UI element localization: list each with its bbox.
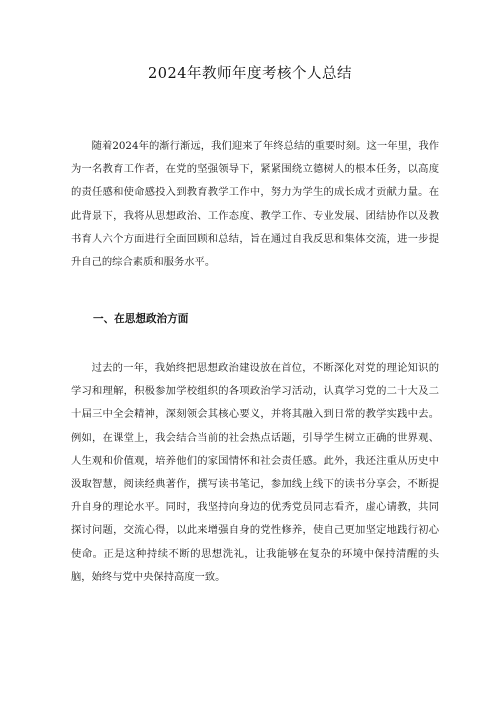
document-title: 2024年教师年度考核个人总结 — [148, 66, 352, 82]
section-heading: 一、在思想政治方面 — [93, 313, 189, 325]
intro-paragraph: 随着2024年的渐行渐远，我们迎来了年终总结的重要时刻。这一年里，我作为一名教育工作者，在党的坚强领导下，紧紧围绕立德树人的根本任务，以高度的责任感和使命感投入到教育教学工作中，努力为学生的成长成才贡献力量。在此背景下，我将从思想政治、工作态度、教学工作、专业发展、团结协作以及教书育人六个方面进行全面回顾和总结，旨在通过自我反思和集体交流，进一步提升自己的综合素质和服务水平。 — [71, 140, 439, 269]
section-body-paragraph: 过去的一年，我始终把思想政治建设放在首位，不断深化对党的理论知识的学习和理解，积极参加学校组织的各项政治学习活动，认真学习党的二十大及二十届三中全会精神，深刻领会其核心要义，并将其融入到日常的教学实践中去。例如，在课堂上，我会结合当前的社会热点话题，引导学生树立正确的世界观、人生观和价值观，培养他们的家国情怀和社会责任感。此外，我还注重从历史中汲取智慧，阅读经典著作，撰写读书笔记，参加线上线下的读书分享会，不断提升自身的理论水平。同时，我坚持向身边的优秀党员同志看齐，虚心请教，共同探讨问题，交流心得，以此来增强自身的党性修养，使自己更加坚定地践行初心使命。正是这种持续不断的思想洗礼，让我能够在复杂的环境中保持清醒的头脑，始终与党中央保持高度一致。 — [71, 362, 439, 583]
